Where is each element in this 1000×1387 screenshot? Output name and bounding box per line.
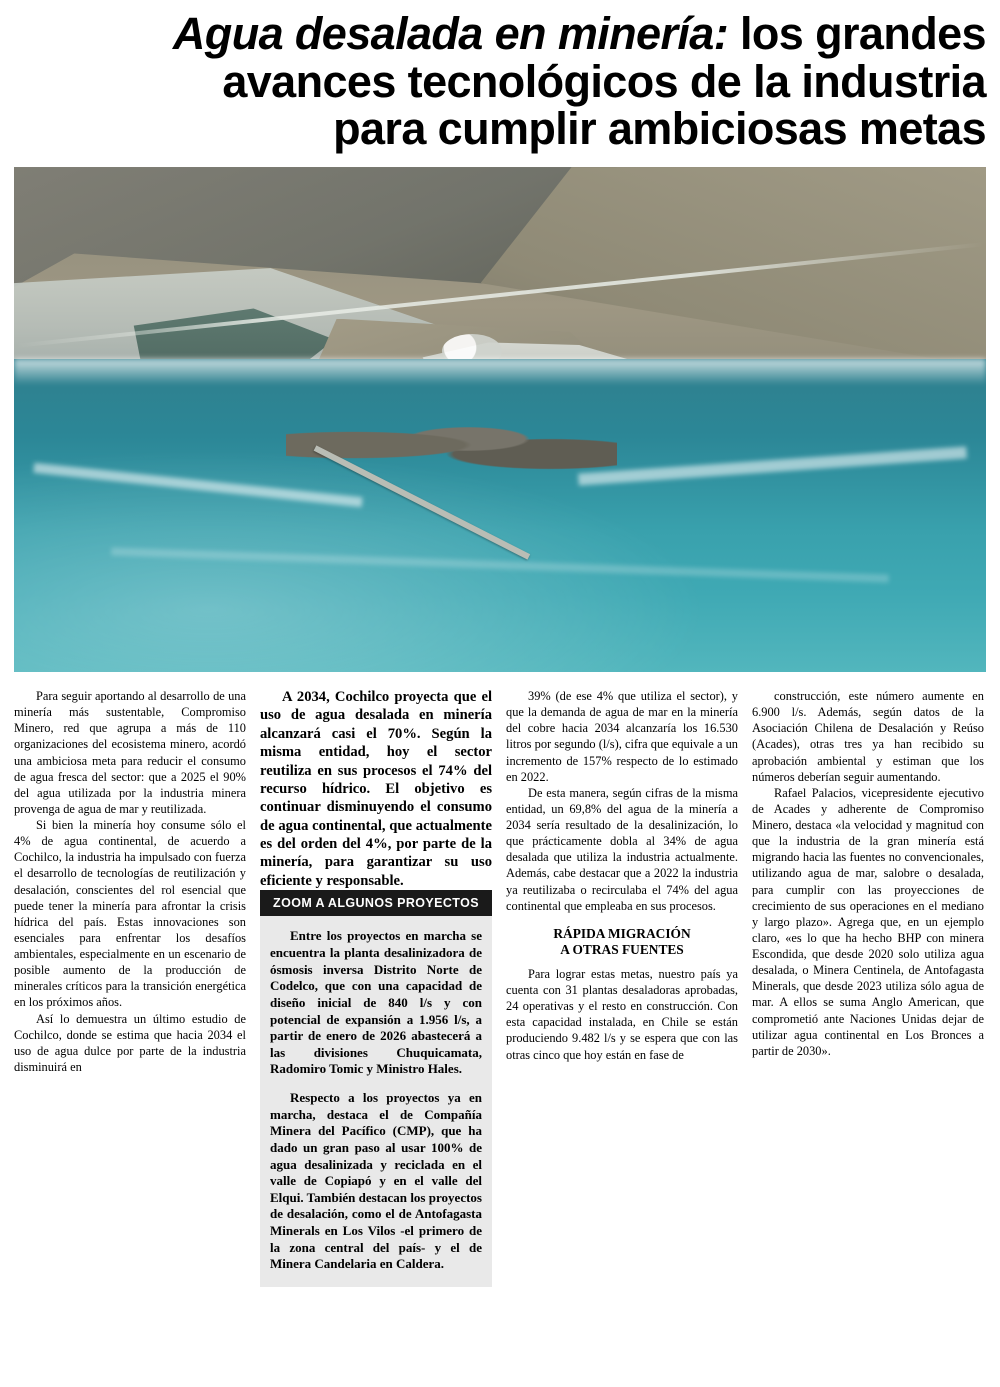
article-photo bbox=[14, 167, 986, 672]
column-3 bbox=[506, 688, 738, 1287]
zoom-box-title: ZOOM A ALGUNOS PROYECTOS bbox=[260, 890, 492, 916]
photo-illustration bbox=[14, 167, 986, 672]
paragraph: Entre los proyectos en marcha se encuentra la planta desalinizadora de ósmosis inversa Distrito Norte de Codelco, que con una capacidad de diseño inicial de 840 l/s y con potencial de expansión a 1.956 l/s, a partir de enero de 2026 abastecerá a las divisiones Chuquicamata, Radomiro Tomic y Ministro Hales. bbox=[270, 928, 482, 1077]
newspaper-page bbox=[0, 10, 1000, 1387]
paragraph: De esta manera, según cifras de la misma entidad, un 69,8% del agua de la minería a 2034 sería resultado de la desalinización, lo que prácticamente dobla al 34% de agua desalada que utiliza la industria actualmente. Además, cabe destacar que a 2022 la industria ya reutilizaba o recirculaba el 74% del agua continental que empleaba en sus procesos. bbox=[506, 785, 738, 913]
paragraph: Respecto a los proyectos ya en marcha, destaca el de Compañía Minera del Pacífico (CMP), que ha dado un gran paso al usar 100% de agua desalinizada y reciclada en el valle de Copiapó y en el valle del Elqui. También destacan los proyectos de desalación, como el de Antofagasta Minerals en Los Vilos -el primero de la zona central del país- y el de Minera Candelaria en Caldera. bbox=[270, 1090, 482, 1272]
paragraph: Rafael Palacios, vicepresidente ejecutivo de Acades y adherente de Compromiso Minero, destaca «la velocidad y magnitud con que la industria de la gran minería está migrando hacia las fuentes no convencionales, utilizando agua de mar, salobre o desalada, para cumplir con las proyecciones de crecimiento de sus operaciones en el mediano y largo plazo». Agrega que, en un ejemplo claro, «es lo que ha hecho BHP con minera Escondida, que desde 2020 solo utiliza agua desalada, o Minera Centinela, de Antofagasta Minerals, que desde 2023 utiliza sólo agua de mar. A ellos se suma Anglo American, que comprometió ante Naciones Unidas dejar de utilizar agua continental en Los Bronces a partir de 2030». bbox=[752, 785, 984, 1058]
paragraph: 39% (de ese 4% que utiliza el sector), y que la demanda de agua de mar en la minería del cobre hacia 2034 alcanzaría los 16.530 litros por segundo (l/s), cifra que equivale a un incremento de 157% respecto de lo estimado en 2022. bbox=[506, 689, 738, 784]
page-title bbox=[14, 10, 986, 153]
column-4 bbox=[752, 688, 984, 1287]
article-body bbox=[14, 688, 986, 1287]
photo-shore-foam bbox=[14, 359, 986, 385]
lead-paragraph: A 2034, Cochilco proyecta que el uso de agua desalada en minería alcanzará casi el 70%. Según la misma entidad, hoy el sector reutiliza en sus procesos el 74% del recurso hídrico. El objetivo es continuar disminuyendo el consumo de agua continental, que actualmente es del orden del 4%, por parte de la minería, para garantizar su uso eficiente y responsable. bbox=[260, 689, 492, 889]
column-2 bbox=[260, 688, 492, 1287]
subheading-line-2: A OTRAS FUENTES bbox=[560, 941, 684, 957]
headline-line-2: avances tecnológicos de la industria bbox=[222, 55, 986, 107]
headline-line-1 bbox=[14, 10, 986, 58]
zoom-box-body bbox=[260, 916, 492, 1287]
paragraph: Si bien la minería hoy consume sólo el 4% de agua continental, de acuerdo a Cochilco, la industria ha impulsado con fuerza el desarrollo de tecnologías de reutilización y desalación, conscientes del rol esencial que puede tener la minería para afrontar la crisis hídrica del país. Estas innovaciones son esenciales para enfrentar los desafíos ambientales, especialmente en un escenario de posible aumento de la producción de minerales críticos para la transición energética en los próximos años. bbox=[14, 818, 246, 1010]
headline-emphasis: Agua desalada en minería: bbox=[172, 8, 729, 59]
section-subheading bbox=[506, 926, 738, 958]
photo-sea bbox=[14, 359, 986, 672]
zoom-projects-box bbox=[260, 890, 492, 1287]
photo-rocks bbox=[286, 415, 616, 475]
headline-line-1-rest: los grandes bbox=[728, 8, 986, 59]
headline-line-3: para cumplir ambiciosas metas bbox=[333, 103, 986, 155]
paragraph: Para lograr estas metas, nuestro país ya cuenta con 31 plantas desaladoras aprobadas, 24 operativas y el resto en construcción. Con esta capacidad instalada, en Chile se están produciendo 9.482 l/s y se espera que con las otras cinco que hoy están en fase de bbox=[506, 966, 738, 1062]
paragraph: construcción, este número aumente en 6.900 l/s. Además, según datos de la Asociación Chilena de Desalación y Reúso (Acades), otras tres ya han recibido su aprobación ambiental y estiman que los números deberían seguir aumentando. bbox=[752, 689, 984, 784]
subheading-line-1: RÁPIDA MIGRACIÓN bbox=[553, 925, 691, 941]
paragraph: Así lo demuestra un último estudio de Cochilco, donde se estima que hacia 2034 el uso de agua dulce por parte de la industria disminuirá en bbox=[14, 1011, 246, 1074]
paragraph: Para seguir aportando al desarrollo de una minería más sustentable, Compromiso Minero, red que agrupa a más de 110 organizaciones del ecosistema minero, acordó una ambiciosa meta para reducir el consumo de agua fresca del sector: que a 2025 el 90% del agua utilizada por la industria minera provenga de agua de mar y reutilizada. bbox=[14, 689, 246, 816]
column-1 bbox=[14, 688, 246, 1287]
